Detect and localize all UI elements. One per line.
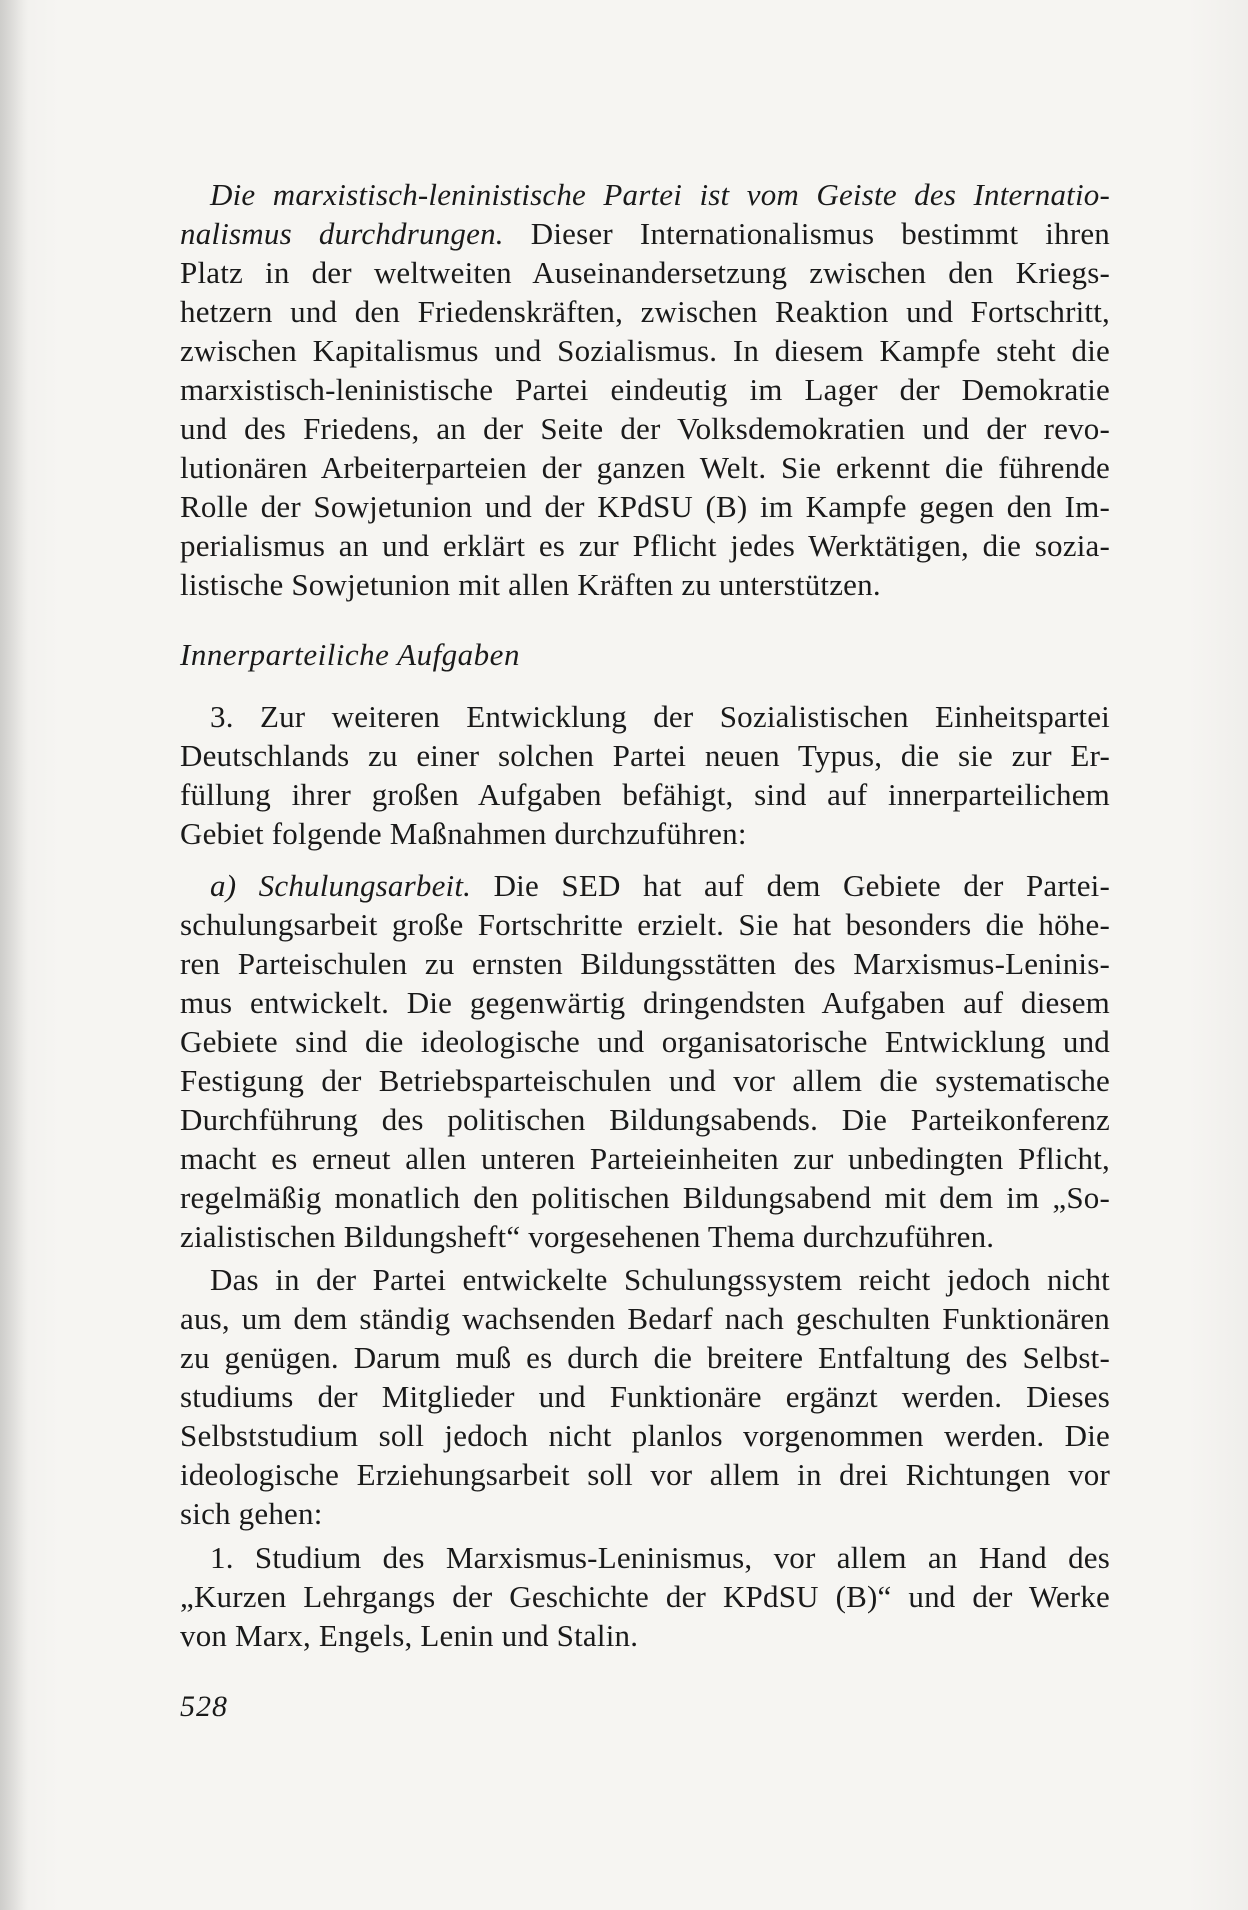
text-line: Selbststudium soll jedoch nicht planlos vorgenommen werden. Die <box>180 1418 1110 1453</box>
text-line <box>180 214 1110 253</box>
text-line: listische Sowjetunion mit allen Kräften zu unterstützen. <box>180 567 881 602</box>
text-line: Deutschlands zu einer solchen Partei neuen Typus, die sie zur Er- <box>180 738 1110 773</box>
italic-run: nalismus durchdrungen. <box>180 216 504 251</box>
text-line: lutionären Arbeiterparteien der ganzen Welt. Sie erkennt die führende <box>180 450 1110 485</box>
paragraph-internationalism <box>180 175 1110 604</box>
text-line: hetzern und den Friedenskräften, zwischen Reaktion und Fortschritt, <box>180 294 1110 329</box>
paragraph-measures <box>180 697 1110 853</box>
text-line: füllung ihrer großen Aufgaben befähigt, sind auf innerparteilichem <box>180 777 1110 812</box>
text-run: Die SED hat auf dem Gebiete der Partei- <box>471 868 1110 903</box>
page-edge-shadow <box>0 0 28 1910</box>
text-line <box>180 866 1110 905</box>
page-number: 528 <box>180 1690 228 1723</box>
text-line: regelmäßig monatlich den politischen Bildungsabend mit dem im „So- <box>180 1180 1110 1215</box>
text-line: Gebiete sind die ideologische und organisatorische Entwicklung und <box>180 1024 1110 1059</box>
italic-run: a) Schulungsarbeit. <box>210 868 472 903</box>
text-line: Durchführung des politischen Bildungsabends. Die Parteikonferenz <box>180 1102 1110 1137</box>
text-line: sich gehen: <box>180 1496 323 1531</box>
text-line: ren Parteischulen zu ernsten Bildungsstätten des Marxismus-Leninis- <box>180 946 1110 981</box>
text-line: ideologische Erziehungsarbeit soll vor allem in drei Richtungen vor <box>180 1457 1110 1492</box>
text-line: mus entwickelt. Die gegenwärtig dringendsten Aufgaben auf diesem <box>180 985 1110 1020</box>
text-line: perialismus an und erklärt es zur Pflicht jedes Werktätigen, die sozia- <box>180 528 1110 563</box>
paragraph-selbststudium <box>180 1260 1110 1533</box>
text-line: marxistisch-leninistische Partei eindeutig im Lager der Demokratie <box>180 372 1110 407</box>
text-line: Gebiet folgende Maßnahmen durchzuführen: <box>180 816 747 851</box>
text-line: Festigung der Betriebsparteischulen und vor allem die systematische <box>180 1063 1110 1098</box>
text-line: zialistischen Bildungsheft“ vorgesehenen Thema durchzuführen. <box>180 1219 995 1254</box>
text-line: aus, um dem ständig wachsenden Bedarf nach geschulten Funktionären <box>180 1301 1110 1336</box>
text-line: „Kurzen Lehrgangs der Geschichte der KPdSU (B)“ und der Werke <box>180 1579 1110 1614</box>
text-line: schulungsarbeit große Fortschritte erzielt. Sie hat besonders die höhe- <box>180 907 1110 942</box>
section-heading: Innerparteiliche Aufgaben <box>180 637 520 672</box>
text-line: Platz in der weltweiten Auseinandersetzung zwischen den Kriegs- <box>180 255 1110 290</box>
paragraph-schulungsarbeit <box>180 866 1110 1256</box>
text-line: 3. Zur weiteren Entwicklung der Sozialistischen Einheitspartei <box>210 699 1110 734</box>
text-line: zu genügen. Darum muß es durch die breitere Entfaltung des Selbst- <box>180 1340 1110 1375</box>
text-line: studiums der Mitglieder und Funktionäre ergänzt werden. Dieses <box>180 1379 1110 1414</box>
text-line: macht es erneut allen unteren Parteieinheiten zur unbedingten Pflicht, <box>180 1141 1110 1176</box>
text-line <box>180 175 1110 214</box>
text-line: Das in der Partei entwickelte Schulungssystem reicht jedoch nicht <box>210 1262 1110 1297</box>
paragraph-studium <box>180 1538 1110 1655</box>
text-line: Rolle der Sowjetunion und der KPdSU (B) im Kampfe gegen den Im- <box>180 489 1110 524</box>
italic-run: Die marxistisch-leninistische Partei ist vom Geiste des Internatio- <box>210 177 1110 212</box>
text-line: und des Friedens, an der Seite der Volksdemokratien und der revo- <box>180 411 1110 446</box>
text-line: von Marx, Engels, Lenin und Stalin. <box>180 1618 639 1653</box>
text-line: zwischen Kapitalismus und Sozialismus. In diesem Kampfe steht die <box>180 333 1110 368</box>
text-run: Dieser Internationalismus bestimmt ihren <box>503 216 1111 251</box>
text-line: 1. Studium des Marxismus-Leninismus, vor allem an Hand des <box>210 1540 1110 1575</box>
